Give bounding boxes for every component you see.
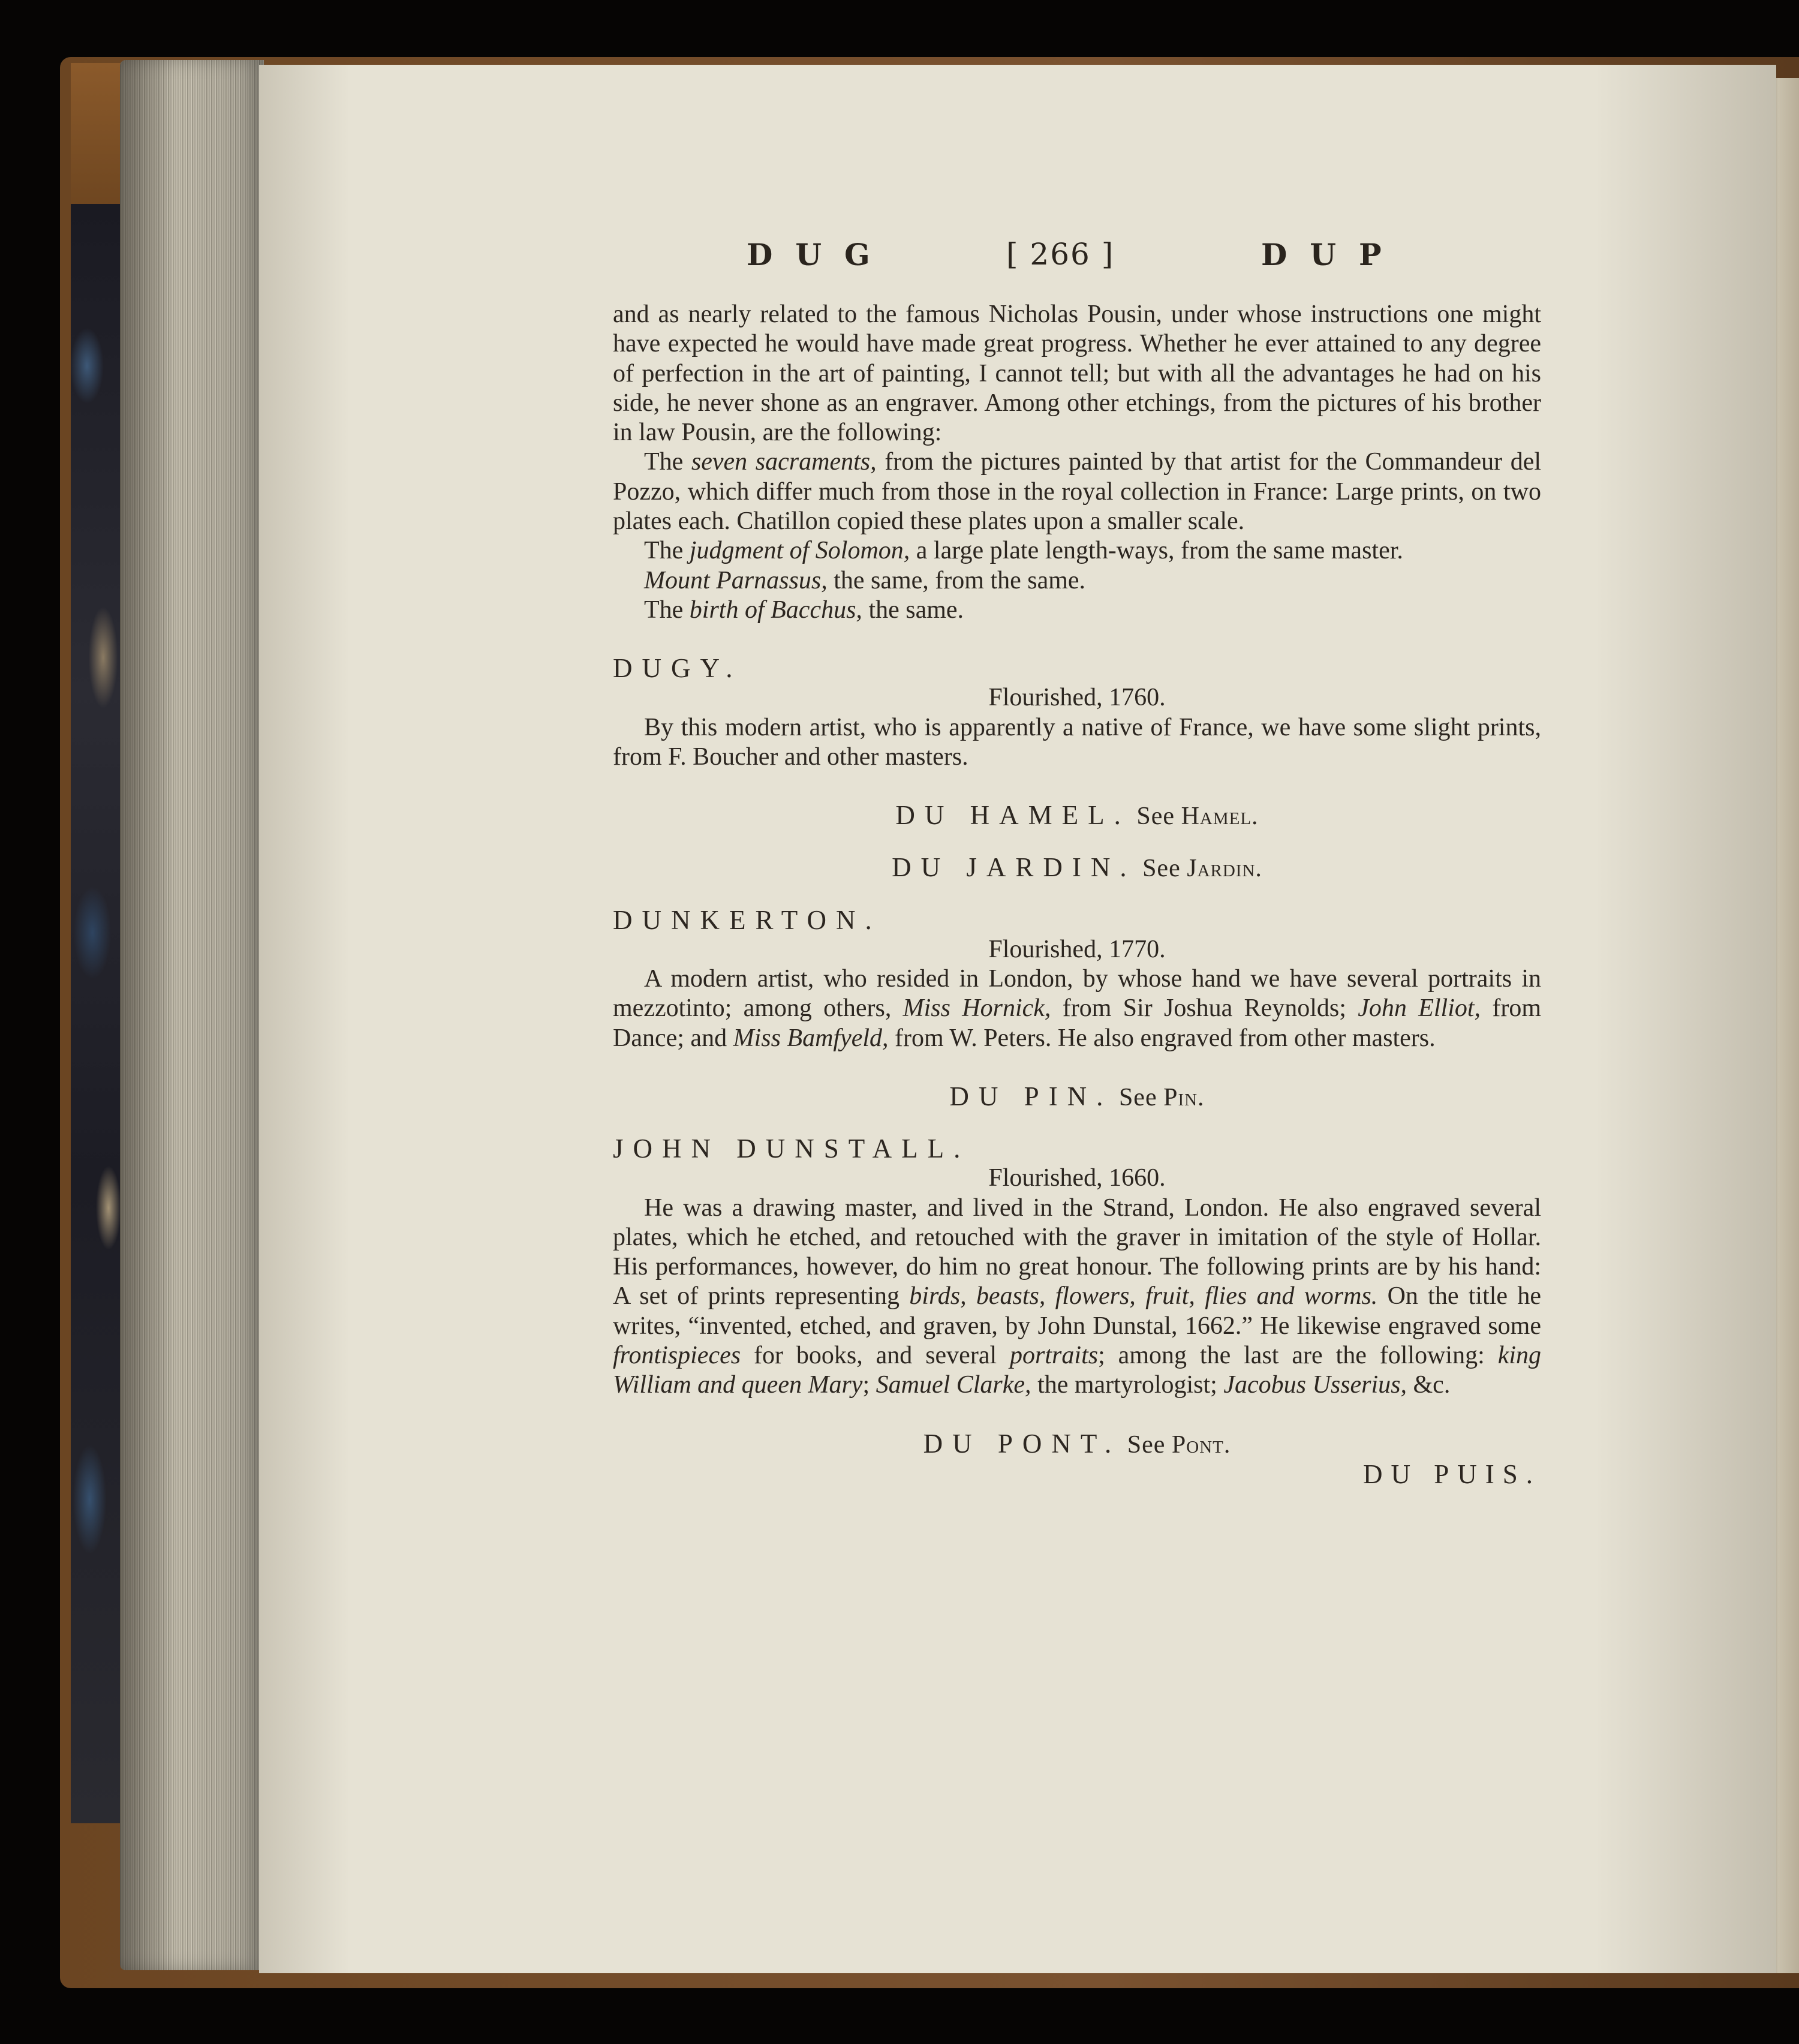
- text: for books, and several: [741, 1342, 1010, 1370]
- leather-corner: [71, 63, 125, 207]
- text: The: [644, 448, 691, 476]
- cross-reference: [613, 1429, 1541, 1460]
- paragraph: [613, 964, 1541, 1053]
- page-edges-shadow: [120, 60, 264, 1970]
- print-title: Miss Bamfyeld,: [733, 1024, 889, 1052]
- text: On the title he writes, “invented, etched, and graven, by John Dunstal, 1662.” He likewise engraved some: [613, 1282, 1541, 1340]
- flourished-date: Flourished, 1660.: [988, 1164, 1166, 1192]
- print-title: Samuel Clarke,: [876, 1371, 1031, 1399]
- running-head: [600, 237, 1559, 279]
- see-target: Pin.: [1163, 1083, 1205, 1111]
- entry-heading-dunkerton: DUNKERTON.: [613, 904, 882, 935]
- print-title: Miss Hornick,: [902, 994, 1051, 1023]
- see-label: See: [1142, 855, 1181, 883]
- see-target: Hamel.: [1181, 802, 1259, 831]
- print-title: birth of Bacchus,: [689, 596, 862, 624]
- entry-heading-du-pont: DU PONT.: [923, 1428, 1121, 1459]
- list-item: [613, 536, 1541, 566]
- text: &c.: [1407, 1371, 1451, 1399]
- print-title: Jacobus Usserius,: [1223, 1371, 1407, 1399]
- entry-heading-dugy: DUGY.: [613, 653, 742, 684]
- paragraph: and as nearly related to the famous Nicholas Pousin, under whose instructions one might have expected he would have made great progress. Whether he ever attained to any degree of perfection in the art of painting, I cannot tell; but with all the advantages he had on his side, he never shone as an engraver. Among other etchings, from the pictures of his brother in law Pousin, are the following:: [613, 300, 1541, 447]
- text: from the pictures painted by that artist for the Commandeur del Pozzo, which differ much from those in the royal collection in France: Large prints, on two plates each. Chatillon copied these plates upon a smaller scale.: [613, 448, 1541, 536]
- flourished-date: Flourished, 1770.: [988, 935, 1166, 963]
- see-label: See: [1136, 802, 1175, 831]
- text: a large plate length-ways, from the same master.: [910, 537, 1403, 565]
- text: He was a drawing master, and lived in the Strand, London. He also engraved several plates, which he etched, and retouched with the graver in imitation of the style of Hollar. His performances, however, do him no great honour. The following prints are by his hand: A set of prints representing: [613, 1194, 1541, 1310]
- running-head-left: DUG: [747, 237, 893, 272]
- see-target: Pont.: [1171, 1430, 1231, 1459]
- print-title: frontispieces: [613, 1342, 741, 1370]
- cross-reference: [613, 853, 1541, 883]
- list-item: [613, 447, 1541, 536]
- text: ; among the last are the following:: [1098, 1342, 1498, 1370]
- see-label: See: [1118, 1083, 1157, 1111]
- text-column: [613, 300, 1541, 1489]
- marbled-board: [71, 204, 125, 1823]
- text: ;: [862, 1371, 876, 1399]
- paragraph: [613, 1194, 1541, 1400]
- text: the martyrologist;: [1031, 1371, 1224, 1399]
- running-head-right: DUP: [1261, 237, 1404, 272]
- print-title: king William and queen Mary: [613, 1342, 1542, 1399]
- print-title: John Elliot,: [1358, 994, 1481, 1023]
- see-label: See: [1127, 1430, 1166, 1459]
- catchword: DU PUIS.: [1362, 1459, 1541, 1489]
- entry-heading-du-pin: DU PIN.: [949, 1081, 1113, 1111]
- print-title: birds, beasts, flowers, fruit, flies and worms.: [909, 1282, 1378, 1310]
- text: from Sir Joshua Reynolds;: [1051, 994, 1358, 1023]
- text: from Dance; and: [613, 994, 1541, 1052]
- entry-heading-dunstall: JOHN DUNSTALL.: [613, 1134, 970, 1164]
- print-title: seven sacraments,: [691, 448, 877, 476]
- print-title: judgment of Solomon,: [689, 537, 910, 565]
- text: the same, from the same.: [827, 566, 1086, 594]
- cross-reference: [613, 1082, 1541, 1113]
- see-target: Jardin.: [1187, 855, 1262, 883]
- flourished-date: Flourished, 1760.: [988, 684, 1166, 712]
- entry-heading-du-hamel: DU HAMEL.: [895, 800, 1130, 831]
- text: A modern artist, who resided in London, by whose hand we have several portraits in mezzotinto; among others,: [613, 965, 1541, 1023]
- list-item: [613, 596, 1541, 625]
- text: from W. Peters. He also engraved from other masters.: [888, 1024, 1436, 1052]
- print-title: Mount Parnassus,: [644, 566, 828, 594]
- print-title: portraits: [1010, 1342, 1099, 1370]
- text: the same.: [862, 596, 964, 624]
- cross-reference: [613, 801, 1541, 831]
- text: The: [644, 596, 690, 624]
- paragraph: By this modern artist, who is apparently a native of France, we have some slight prints, from F. Boucher and other masters.: [613, 713, 1541, 771]
- page-number: [ 266 ]: [1006, 237, 1115, 272]
- list-item: [613, 566, 1541, 596]
- entry-heading-du-jardin: DU JARDIN.: [892, 852, 1136, 883]
- text: The: [644, 537, 690, 565]
